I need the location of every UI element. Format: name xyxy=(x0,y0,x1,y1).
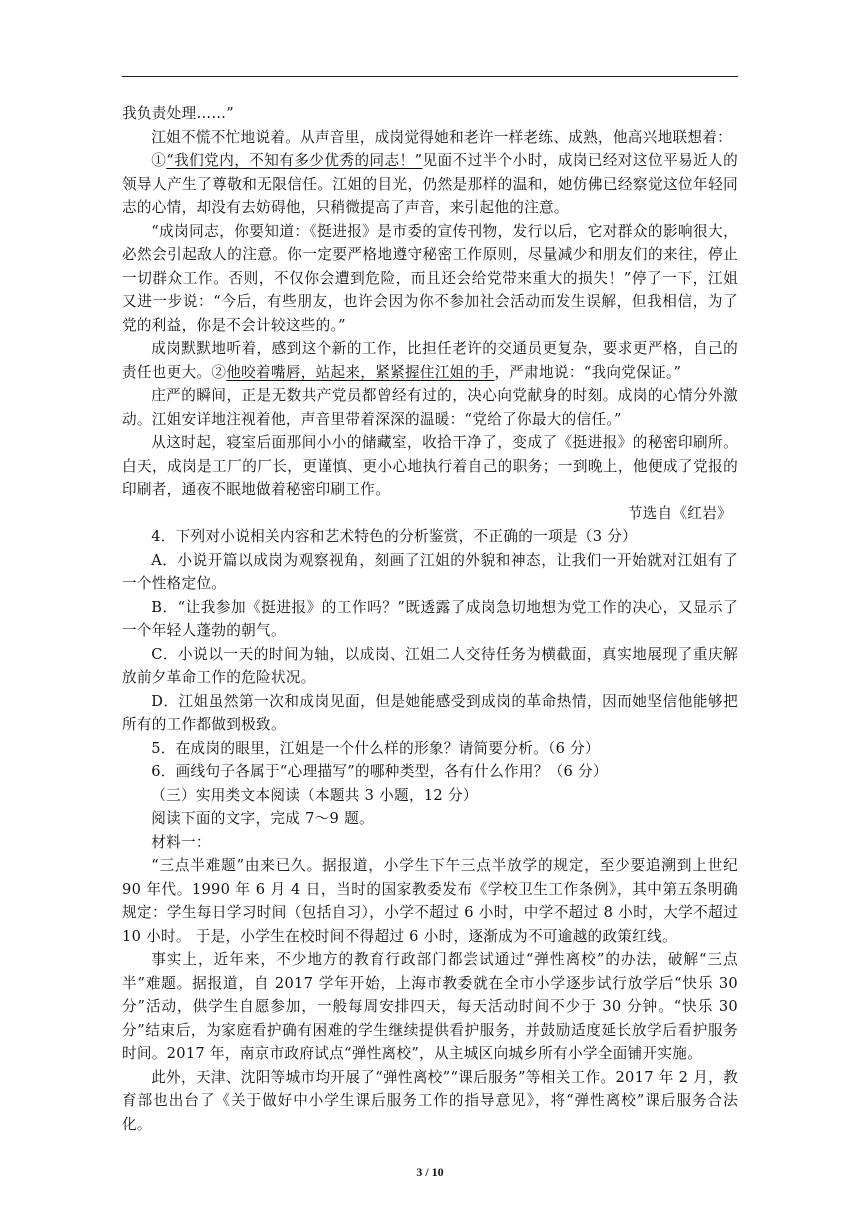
text-run: 成岗默默地听着，感到这个新的工作，比担任老许的交通员更复杂，要求更严格，自己的责任也更大。② xyxy=(122,340,738,381)
paragraph xyxy=(122,831,738,855)
paragraph xyxy=(122,149,738,220)
paragraph xyxy=(122,643,738,690)
text-run: D．江姐虽然第一次和成岗见面，但是她能感受到成岗的革命热情，因而她坚信他能够把所有的工作都做到极致。 xyxy=(122,692,738,733)
paragraph xyxy=(122,807,738,831)
text-run: 江姐不慌不忙地说着。从声音里，成岗觉得她和老许一样老练、成熟，他高兴地联想着： xyxy=(151,128,733,146)
header-rule xyxy=(122,76,738,77)
paragraph xyxy=(122,337,738,384)
text-run: 事实上，近年来，不少地方的教育行政部门都尝试通过“弹性离校”的办法，破解“三点半”难题。据报道，自 2017 学年开始，上海市教委就在全市小学逐步试行放学后“快乐 30 分”活动，供学生自愿参加，一般每周安排四天，每天活动时间不少于 30 分钟。“快乐 30 分”结束后，为家庭看护确有困难的学生继续提供看护服务，并鼓励适度延长放学后看护服务时间。2017 年，南京市政府试点“弹性离校”，从主城区向城乡所有小学全面铺开实施。 xyxy=(122,951,738,1062)
text-run: ，严肃地说：“我向党保证。” xyxy=(494,363,682,381)
text-run: B．“让我参加《挺进报》的工作吗？”既透露了成岗急切地想为党工作的决心，又显示了一个年轻人蓬勃的朝气。 xyxy=(122,598,738,639)
text-run: 见面不过半个小时，成岗已经对这位平易近人的领导人产生了尊敬和无限信任。江姐的目光，仍然是那样的温和，她仿佛已经察觉这位年轻同志的心情，却没有去妨碍他，只稍微提高了声音，来引起他的注意。 xyxy=(122,152,738,216)
text-run: 材料一： xyxy=(151,833,211,851)
paragraph xyxy=(122,760,738,784)
paragraph xyxy=(122,220,738,338)
text-run: C．小说以一天的时间为轴，以成岗、江姐二人交待任务为横截面，真实地展现了重庆解放前夕革命工作的危险状况。 xyxy=(122,645,738,686)
paragraph xyxy=(122,1066,738,1137)
paragraph xyxy=(122,102,738,126)
underlined-sentence: 他咬着嘴唇，站起来，紧紧握住江姐的手 xyxy=(226,363,495,381)
text-run: 6．画线句子各属于“心理描写”的哪种类型，各有什么作用？（6 分） xyxy=(151,763,608,780)
text-run: 此外，天津、沈阳等城市均开展了“弹性离校”“课后服务”等相关工作。2017 年 2 月，教育部也出台了《关于做好中小学生课后服务工作的指导意见》，将“弹性离校”课后服务合法化。 xyxy=(122,1068,738,1133)
paragraph xyxy=(122,596,738,643)
page-number: 3 / 10 xyxy=(416,1165,444,1179)
paragraph xyxy=(122,784,738,808)
text-run: 节选自《红岩》 xyxy=(627,504,732,522)
text-run: 阅读下面的文字，完成 7～9 题。 xyxy=(151,810,374,827)
text-run: 从这时起，寝室后面那间小小的储藏室，收拾干净了，变成了《挺进报》的秘密印刷所。白天，成岗是工厂的厂长，更谨慎、更小心地执行着自己的职务；一到晚上，他便成了党报的印刷者，通夜不眠地做着秘密印刷工作。 xyxy=(122,434,738,498)
paragraph xyxy=(122,525,738,549)
underlined-sentence: “我们党内，不知有多少优秀的同志！” xyxy=(166,152,423,169)
paragraph xyxy=(122,431,738,502)
paragraph xyxy=(122,549,738,596)
document-body xyxy=(122,102,738,1136)
text-run: “三点半难题”由来已久。据报道，小学生下午三点半放学的规定，至少要追溯到上世纪 90 年代。1990 年 6 月 4 日，当时的国家教委发布《学校卫生工作条例》，其中第五条明确规定：学生每日学习时间（包括自习），小学不超过 6 小时，中学不超过 8 小时，大学不超过 10 小时。 于是，小学生在校时间不得超过 6 小时，逐渐成为不可逾越的政策红线。 xyxy=(122,857,738,945)
text-run: 4．下列对小说相关内容和艺术特色的分析鉴赏，不正确的一项是（3 分） xyxy=(151,528,638,545)
text-run: A．小说开篇以成岗为观察视角，刻画了江姐的外貌和神态，让我们一开始就对江姐有了一个性格定位。 xyxy=(122,551,738,592)
paragraph xyxy=(122,126,738,150)
text-run: 庄严的瞬间，正是无数共产党员都曾经有过的，决心向党献身的时刻。成岗的心情分外激动。江姐安详地注视着他，声音里带着深深的温暖：“党给了你最大的信任。” xyxy=(122,387,738,428)
paragraph xyxy=(122,690,738,737)
text-run: “成岗同志，你要知道：《挺进报》是市委的宣传刊物，发行以后，它对群众的影响很大，必然会引起敌人的注意。你一定要严格地遵守秘密工作原则，尽量减少和朋友们的来往，停止一切群众工作。否则，不仅你会遭到危险，而且还会给党带来重大的损失！”停了一下，江姐又进一步说：“今后，有些朋友，也许会因为你不参加社会活动而发生误解，但我相信，为了党的利益，你是不会计较这些的。” xyxy=(122,222,738,334)
paragraph xyxy=(122,948,738,1066)
paragraph xyxy=(122,384,738,431)
paragraph xyxy=(122,854,738,948)
text-run: 我负责处理……” xyxy=(122,105,235,122)
paragraph xyxy=(122,737,738,761)
text-run: （三）实用类文本阅读（本题共 3 小题，12 分） xyxy=(151,786,478,804)
text-run: ① xyxy=(151,152,167,169)
text-run: 5．在成岗的眼里，江姐是一个什么样的形象？请简要分析。（6 分） xyxy=(151,739,600,757)
source-attribution xyxy=(122,502,738,526)
